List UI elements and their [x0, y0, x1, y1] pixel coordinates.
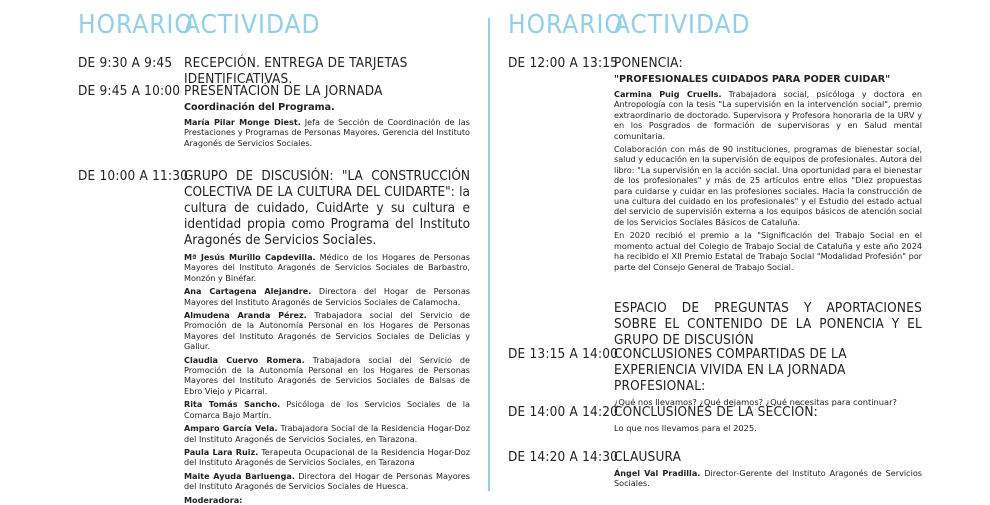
horario-header: HORARIO	[78, 10, 194, 40]
time-slot: DE 12:00 A 13:15	[508, 55, 619, 71]
speaker-name: María Pilar Monge Diest.	[184, 117, 301, 127]
speaker-name: Carmina Puig Cruells.	[614, 89, 722, 99]
activity-title: CLAUSURA	[614, 449, 682, 465]
speaker-name: Amparo García Vela.	[184, 423, 278, 434]
speaker-desc: Terapeuta Ocupacional de la Residencia Hogar-Doz del Instituto Aragonés de Servicios Sociales, en Tarazona	[184, 446, 470, 468]
speaker-entry	[614, 89, 922, 141]
column-divider	[488, 18, 490, 491]
activity-text: Lo que nos llevamos para el 2025.	[614, 423, 757, 433]
time-slot: DE 14:00 A 14:20	[508, 404, 619, 420]
bio-paragraph: En 2020 recibió el premio a la "Significación del Trabajo Social en el momento actual del Colegio de Trabajo Social de Cataluña y este año 2024 ha recibido el XII Premio Estatal de Trabajo Social "Modalidad Profesión" por parte del Consejo General de Trabajo Social.	[614, 230, 922, 272]
activity-text: ¿Qué nos llevamos? ¿Qué dejamos? ¿Qué necesitas para continuar?	[614, 397, 897, 407]
time-slot: DE 10:00 A 11:30	[78, 168, 189, 184]
activity-subtitle: Coordinación del Programa.	[184, 102, 335, 113]
activity-title: PRESENTACIÓN DE LA JORNADA	[184, 83, 383, 99]
moderator-label	[184, 495, 470, 505]
time-slot: DE 13:15 A 14:00	[508, 346, 619, 362]
speaker-desc: Médico de los Hogares de Personas Mayores del Instituto Aragonés de Servicios Sociales de Barbastro, Monzón y Binéfar.	[184, 252, 470, 283]
activity-title: CONCLUSIONES COMPARTIDAS DE LA EXPERIENCIA VIVIDA EN LA JORNADA PROFESIONAL:	[614, 346, 847, 394]
speaker-name: Almudena Aranda Pérez.	[184, 310, 307, 321]
right-column	[508, 0, 922, 491]
speaker-desc: Director-Gerente del Instituto Aragonés de Servicios Sociales.	[614, 468, 922, 489]
speaker-name: Mª Jesús Murillo Capdevilla.	[184, 252, 316, 262]
activity-title-rest: : la cultura de cuidado, CuidArte y su cultura e identidad propia como Programa del Instituto Aragonés de Servicios Sociales.	[184, 184, 470, 248]
moderator-label-text: Moderadora:	[184, 494, 243, 505]
actividad-header: ACTIVIDAD	[614, 10, 751, 40]
activity-title: CONCLUSIONES DE LA SECCIÓN:	[614, 404, 818, 420]
speaker-name: Maite Ayuda Barluenga.	[184, 470, 295, 481]
speaker-name: Paula Lara Ruiz.	[184, 446, 259, 457]
activity-title: RECEPCIÓN. ENTREGA DE TARJETAS IDENTIFICATIVAS.	[184, 55, 408, 87]
left-column	[78, 0, 470, 505]
actividad-header: ACTIVIDAD	[184, 10, 321, 40]
time-slot: DE 9:30 A 9:45	[78, 55, 173, 71]
time-slot: DE 9:45 A 10:00	[78, 83, 181, 99]
speaker-name: Ángel Val Pradilla.	[614, 468, 701, 478]
speaker-entry	[184, 252, 470, 283]
horario-header: HORARIO	[508, 10, 624, 40]
speaker-name: Rita Tomás Sancho.	[184, 399, 281, 410]
speaker-entry	[184, 286, 470, 307]
activity-title: ESPACIO DE PREGUNTAS Y APORTACIONES SOBRE EL CONTENIDO DE LA PONENCIA Y EL GRUPO DE DISCUSIÓN	[614, 300, 922, 348]
speaker-entry	[184, 447, 470, 468]
speaker-desc: Directora del Hogar de Personas Mayores del Instituto Aragonés de Servicios Sociales de Calamocha.	[184, 286, 470, 307]
speaker-desc: Trabajadora Social de la Residencia Hogar-Doz del Instituto Aragonés de Servicios Sociales, en Tarazona.	[184, 423, 470, 444]
speaker-desc: Jefa de Sección de Coordinación de las Prestaciones y Programas de Personas Mayores. Gerencia del Instituto Aragonés de Servicios Sociales.	[184, 117, 470, 148]
activity-title: PONENCIA:	[614, 55, 683, 71]
activity-subtitle: "PROFESIONALES CUIDADOS PARA PODER CUIDAR"	[614, 74, 891, 85]
speaker-entry	[614, 468, 922, 489]
bio-paragraph: Colaboración con más de 90 instituciones, programas de bienestar social, salud y educación en la supervisión de equipos de profesionales. Autora del libro: "La supervisión en la acción social. Una oportunidad para el bienestar de los profesionales" y más de 25 artículos entre ellos "Diez propuestas para cuidarse y cuidar en las profesiones sociales. Hacia la construcción de una cultura del cuidado en los profesionales" y el Estudio del estado actual del servicio de supervisión externa a los equipos básicos de atención social de los Servicios Sociales Básicos de Cataluña.	[614, 144, 922, 227]
speaker-desc: Psicóloga de los Servicios Sociales de la Comarca Bajo Martín.	[184, 399, 470, 420]
speaker-desc: Trabajadora social del Servicio de Promoción de la Autonomía Personal en los Hogares de Personas Mayores del Instituto Aragonés de Servicios Sociales de Balsas de Ebro Viejo y Picarral.	[184, 354, 470, 396]
speaker-name: Ana Cartagena Alejandre.	[184, 286, 312, 297]
activity-title	[184, 168, 470, 248]
time-slot: DE 14:20 A 14:30	[508, 449, 619, 465]
activity-title-upper: GRUPO DE DISCUSIÓN: "LA CONSTRUCCIÓN COLECTIVA DE LA CULTURA DEL CUIDARTE"	[184, 168, 470, 200]
speaker-entry	[184, 117, 470, 148]
speaker-desc: Trabajadora social, psicóloga y doctora en Antropología con la tesis "La supervisión en la intervención social", premio extraordinario de doctorado. Supervisora y Profesora honoraria de la URV y en los Posgrados de formación de supervisoras y en Salud mental comunitaria.	[614, 89, 922, 141]
speaker-name: Claudia Cuervo Romera.	[184, 354, 305, 365]
speaker-entry	[184, 310, 470, 352]
speaker-entry	[184, 471, 470, 492]
speaker-entry	[184, 423, 470, 444]
speaker-desc: Trabajadora social del Servicio de Promoción de la Autonomía Personal en los Hogares de Personas Mayores del Instituto Aragonés de Servicios Sociales de Delicias y Gallur.	[184, 310, 470, 352]
speaker-entry	[184, 399, 470, 420]
speaker-desc: Directora del Hogar de Personas Mayores del Instituto Aragonés de Servicios Sociales de Huesca.	[184, 470, 470, 492]
speaker-entry	[184, 355, 470, 397]
